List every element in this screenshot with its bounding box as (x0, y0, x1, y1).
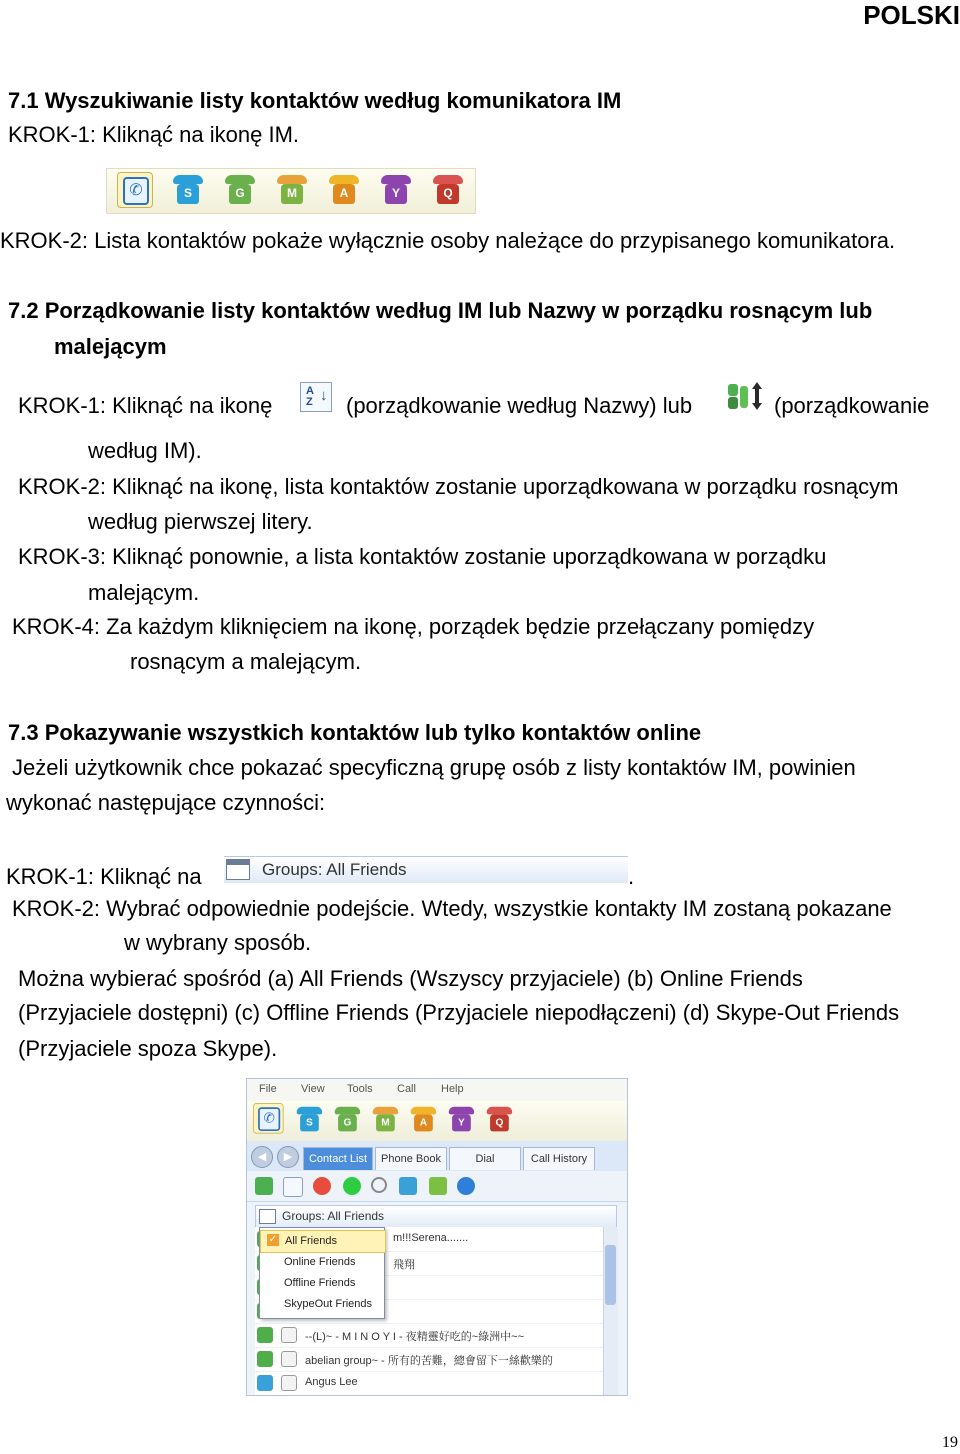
menu-view[interactable]: View (301, 1083, 325, 1095)
language-label: POLSKI (863, 0, 960, 30)
skype-icon[interactable]: S (171, 173, 205, 207)
section-7-2-step1-a: KROK-1: Kliknąć na ikonę (18, 393, 273, 418)
window-icon (226, 859, 250, 880)
groups-selector[interactable] (255, 1205, 617, 1229)
tab-phone-book[interactable]: Phone Book (375, 1147, 447, 1170)
status-icon[interactable] (313, 1177, 331, 1195)
list-item[interactable]: 飛翔 (255, 1251, 603, 1276)
info-icon[interactable] (457, 1177, 475, 1195)
msn-icon[interactable]: M (275, 173, 309, 207)
menu-help[interactable]: Help (441, 1083, 464, 1095)
section-7-3-step2-a: KROK-2: Wybrać odpowiednie podejście. Wtedy, wszystkie kontakty IM zostaną pokazane (12, 896, 892, 921)
section-7-3-step1: KROK-1: Kliknąć na (6, 864, 202, 889)
section-7-2-step3-b: malejącym. (88, 580, 200, 605)
sort-by-name-icon[interactable]: A Z ↓ (300, 382, 332, 412)
section-7-3-options-a: Można wybierać spośród (a) All Friends (Wszyscy przyjaciele) (b) Online Friends (18, 966, 803, 991)
qq-icon[interactable]: Q (431, 173, 465, 207)
section-7-2-step1-d: według IM). (88, 438, 202, 463)
section-7-3-options-b: (Przyjaciele dostępni) (c) Offline Friends (Przyjaciele niepodłączeni) (d) Skype-Out Friends (18, 1000, 900, 1025)
sort-by-im-icon[interactable] (255, 1177, 273, 1195)
qq-icon[interactable]: Q (485, 1105, 514, 1134)
section-7-2-step4-a: KROK-4: Za każdym kliknięciem na ikonę, porządek będzie przełączany pomiędzy (12, 614, 815, 639)
sort-by-im-icon[interactable] (726, 380, 766, 412)
section-7-1-step1: KROK-1: Kliknąć na ikonę IM. (8, 122, 300, 147)
back-button[interactable]: ◀ (251, 1146, 273, 1168)
section-7-3-step2-b: w wybrany sposób. (124, 930, 312, 955)
yahoo-icon[interactable]: Y (447, 1105, 476, 1134)
all-im-icon[interactable]: ✆ (117, 172, 153, 208)
groups-label: Groups: All Friends (282, 1209, 385, 1223)
aim-icon[interactable]: A (327, 173, 361, 207)
skype-icon[interactable]: S (295, 1105, 324, 1134)
window-icon (259, 1209, 276, 1224)
list-item[interactable]: Angus Lee (255, 1371, 603, 1396)
menu-file[interactable]: File (259, 1083, 277, 1095)
dropdown-item-offline-friends[interactable]: Offline Friends (284, 1277, 356, 1289)
list-item[interactable]: --(L)~ - M I N O Y I - 夜精靈好吃的~綠洲中~~ (255, 1323, 603, 1348)
dropdown-item-all-friends[interactable]: ✓ All Friends (260, 1230, 386, 1253)
msn-icon[interactable]: M (371, 1105, 400, 1134)
section-7-1-heading: 7.1 Wyszukiwanie listy kontaktów według komunikatora IM (8, 88, 622, 113)
section-7-2-step2-b: według pierwszej litery. (88, 509, 313, 534)
sort-by-name-icon[interactable] (283, 1177, 303, 1197)
menu-call[interactable]: Call (397, 1083, 416, 1095)
section-7-2-heading: 7.2 Porządkowanie listy kontaktów według IM lub Nazwy w porządku rosnącym lub (8, 298, 873, 323)
section-7-3-options-c: (Przyjaciele spoza Skype). (18, 1036, 278, 1061)
list-item[interactable]: m!!!Serena....... (255, 1227, 603, 1252)
contacts-icon[interactable] (399, 1177, 417, 1195)
scrollbar-thumb[interactable] (605, 1245, 616, 1305)
contact-toolbar (247, 1171, 627, 1202)
tab-call-history[interactable]: Call History (523, 1147, 595, 1170)
tab-contact-list[interactable]: Contact List (303, 1147, 373, 1170)
add-contact-icon[interactable] (343, 1177, 361, 1195)
dropdown-item-online-friends[interactable]: Online Friends (284, 1256, 356, 1268)
scrollbar[interactable] (603, 1227, 618, 1395)
yahoo-icon[interactable]: Y (379, 173, 413, 207)
forward-button[interactable]: ▶ (277, 1146, 299, 1168)
section-7-2-step3-a: KROK-3: Kliknąć ponownie, a lista kontaktów zostanie uporządkowana w porządku (18, 544, 827, 569)
menu-bar (247, 1079, 627, 1102)
dropdown-item-skypeout-friends[interactable]: SkypeOut Friends (284, 1298, 373, 1310)
section-7-1-step2: KROK-2: Lista kontaktów pokaże wyłącznie osoby należące do przypisanego komunikatora. (0, 228, 896, 253)
all-im-icon[interactable]: ✆ (253, 1103, 284, 1134)
check-icon: ✓ (268, 1234, 278, 1245)
section-7-2-step1-b: (porządkowanie według Nazwy) lub (346, 393, 693, 418)
import-icon[interactable] (429, 1177, 447, 1195)
aim-icon[interactable]: A (409, 1105, 438, 1134)
tab-dial[interactable]: Dial (449, 1147, 521, 1170)
section-7-2-heading-cont: malejącym (54, 334, 167, 359)
menu-tools[interactable]: Tools (347, 1083, 373, 1095)
section-7-3-heading: 7.3 Pokazywanie wszystkich kontaktów lub tylko kontaktów online (8, 720, 702, 745)
section-7-2-step2-a: KROK-2: Kliknąć na ikonę, lista kontaktów zostanie uporządkowana w porządku rosnącym (18, 474, 899, 499)
groups-label: Groups: All Friends (262, 860, 407, 879)
section-7-2-step4-b: rosnącym a malejącym. (130, 649, 362, 674)
gtalk-icon[interactable]: G (223, 173, 257, 207)
im-toolbar (247, 1101, 627, 1141)
tabs-row (247, 1141, 627, 1171)
gtalk-icon[interactable]: G (333, 1105, 362, 1134)
search-icon[interactable] (371, 1177, 387, 1193)
app-screenshot (246, 1078, 628, 1396)
groups-selector[interactable] (224, 856, 628, 883)
section-7-3-intro-b: wykonać następujące czynności: (6, 790, 326, 815)
im-toolbar-image (106, 168, 476, 214)
section-7-2-step1-c: (porządkowanie (774, 393, 930, 418)
page-number: 19 (942, 1434, 958, 1451)
groups-dropdown (259, 1227, 385, 1319)
list-item[interactable]: abelian group~ - 所有的苦難，總會留下一絲歡樂的 (255, 1347, 603, 1372)
section-7-3-intro-a: Jeżeli użytkownik chce pokazać specyficzną grupę osób z listy kontaktów IM, powinien (12, 755, 856, 780)
section-7-3-step1-end: . (628, 864, 635, 889)
